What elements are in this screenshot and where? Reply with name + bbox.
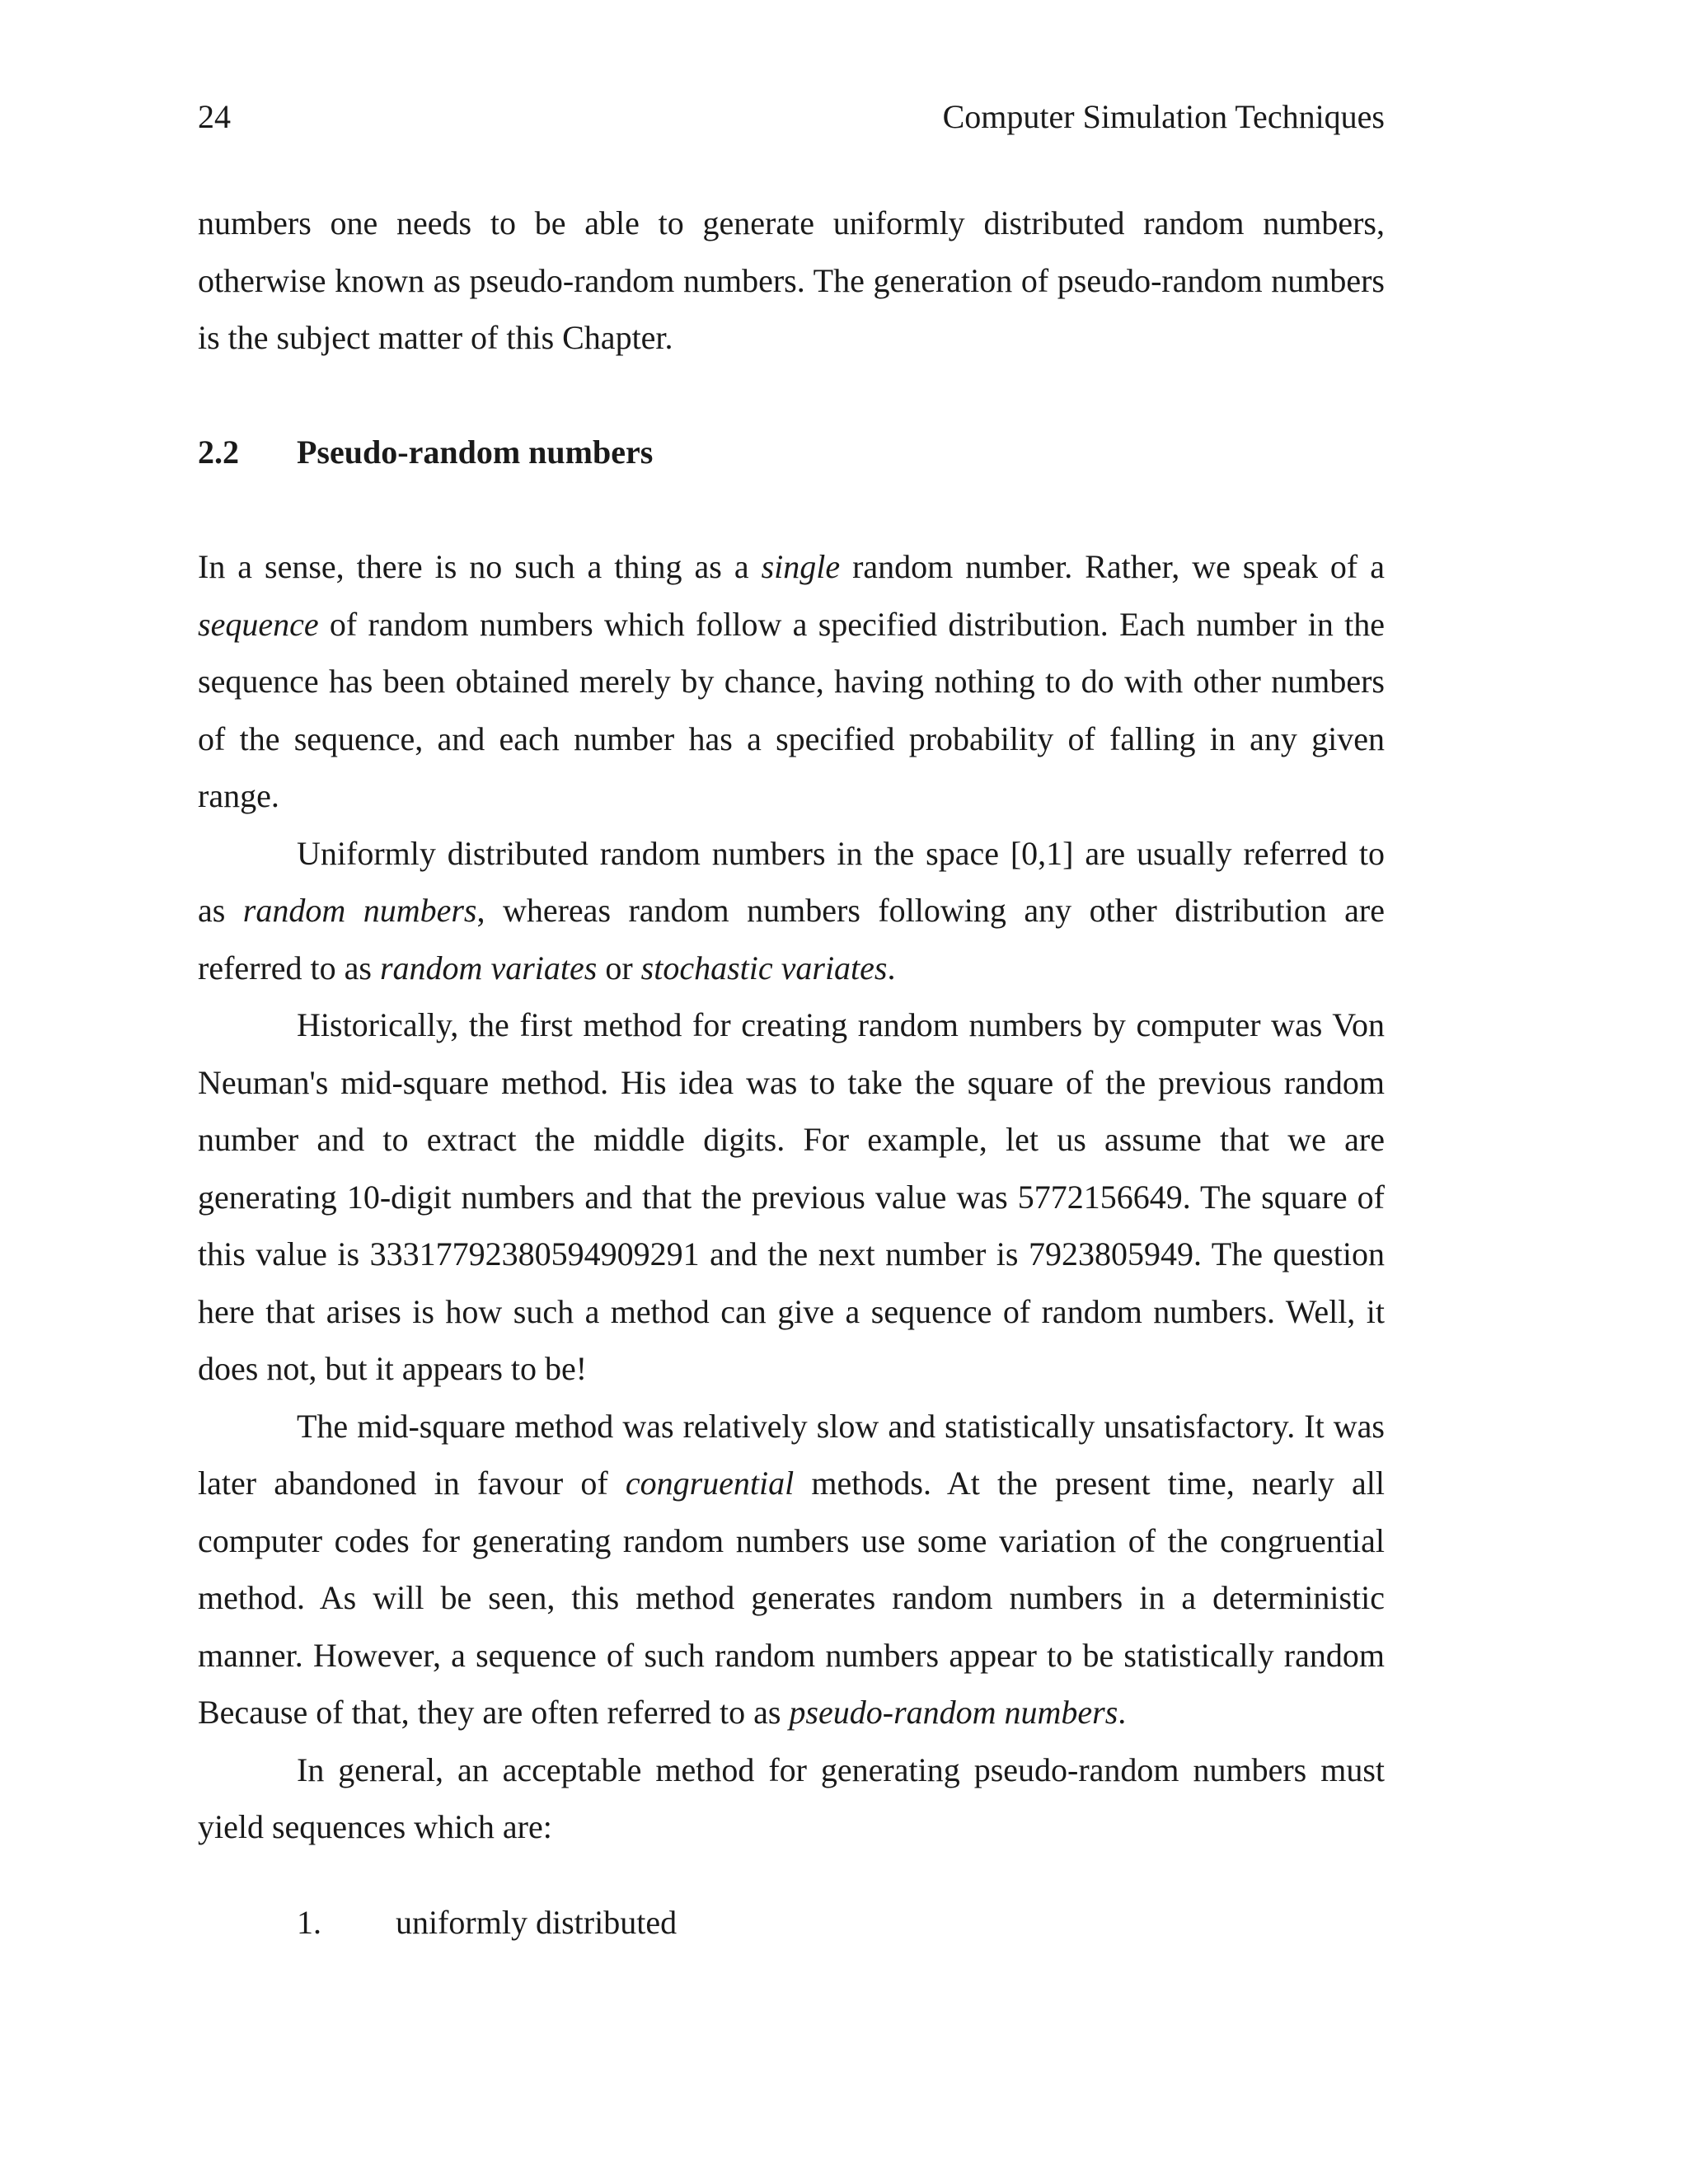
- list-item-text: uniformly distributed: [396, 1903, 678, 1941]
- paragraph-text: The mid-square method was relatively slow and statistically unsatisfactory. It was later abandoned in favour of: [198, 1407, 1385, 1502]
- intro-paragraph: numbers one needs to be able to generate uniformly distributed random numbers, otherwise known as pseudo-random numbers. The generation of pseudo-random numbers is the subject matter of this Chapter.: [198, 204, 1385, 356]
- section-heading: [198, 424, 1385, 481]
- paragraph-text: In a sense, there is no such a thing as a: [198, 548, 762, 585]
- paragraph-uniform-random-numbers: [198, 825, 1385, 997]
- paragraph-text: , whereas random numbers following any other distribution are referred to as: [198, 892, 1385, 987]
- emphasis-sequence: sequence: [198, 605, 319, 643]
- emphasis-random-variates: random variates: [379, 949, 598, 987]
- paragraph-text: .: [887, 949, 896, 987]
- emphasis-congruential: congruential: [625, 1465, 795, 1502]
- running-header: [198, 92, 1385, 142]
- emphasis-random-numbers: random numbers: [242, 892, 477, 929]
- paragraph-text: or: [597, 949, 641, 987]
- paragraph-text: Uniformly distributed random numbers in the space [0,1] are usually referred to as: [198, 834, 1385, 929]
- spacer: [198, 481, 1385, 539]
- paragraph-single-random-number: [198, 538, 1385, 825]
- page-number: 24: [198, 98, 231, 135]
- body-text: [198, 194, 1385, 1951]
- spacer: [198, 1856, 1385, 1894]
- paragraph-acceptable-method: In general, an acceptable method for generating pseudo-random numbers must yield sequences which are:: [198, 1750, 1385, 1845]
- spacer: [198, 367, 1385, 424]
- section-title: Pseudo-random numbers: [297, 434, 654, 471]
- paragraph-text: of random numbers which follow a specified distribution. Each number in the sequence has been obtained merely by chance, having nothing to do with other numbers of the sequence, and each number has a specified probability of falling in any given range.: [198, 605, 1385, 814]
- paragraph-congruential-methods: [198, 1398, 1385, 1741]
- paragraph-text: .: [1118, 1694, 1127, 1731]
- section-number: 2.2: [198, 434, 239, 471]
- paragraph-text: methods. At the present time, nearly all computer codes for generating random numbers use some variation of the congruential method. As will be seen, this method generates random numbers in a deterministic manner. However, a sequence of such random numbers appear to be statistically random Because of that, they are often referred to as: [198, 1465, 1385, 1731]
- emphasis-single: single: [761, 548, 841, 585]
- emphasis-pseudo-random-numbers: pseudo-random numbers: [789, 1694, 1118, 1731]
- list-item-number: 1.: [297, 1903, 321, 1941]
- list-item: [198, 1894, 1385, 1952]
- paragraph-mid-square-method: Historically, the first method for creating random numbers by computer was Von Neuman's mid-square method. His idea was to take the square of the previous random number and to extract the middle digits. For example, let us assume that we are generating 10-digit numbers and that the previous value was 5772156649. The square of this value is 33317792380594909291 and the next number is 7923805949. The question here that arises is how such a method can give a sequence of random numbers. Well, it does not, but it appears to be!: [198, 1006, 1385, 1387]
- paragraph-text: random number. Rather, we speak of a: [840, 548, 1385, 585]
- running-title: Computer Simulation Techniques: [942, 98, 1385, 135]
- emphasis-stochastic-variates: stochastic variates: [640, 949, 888, 987]
